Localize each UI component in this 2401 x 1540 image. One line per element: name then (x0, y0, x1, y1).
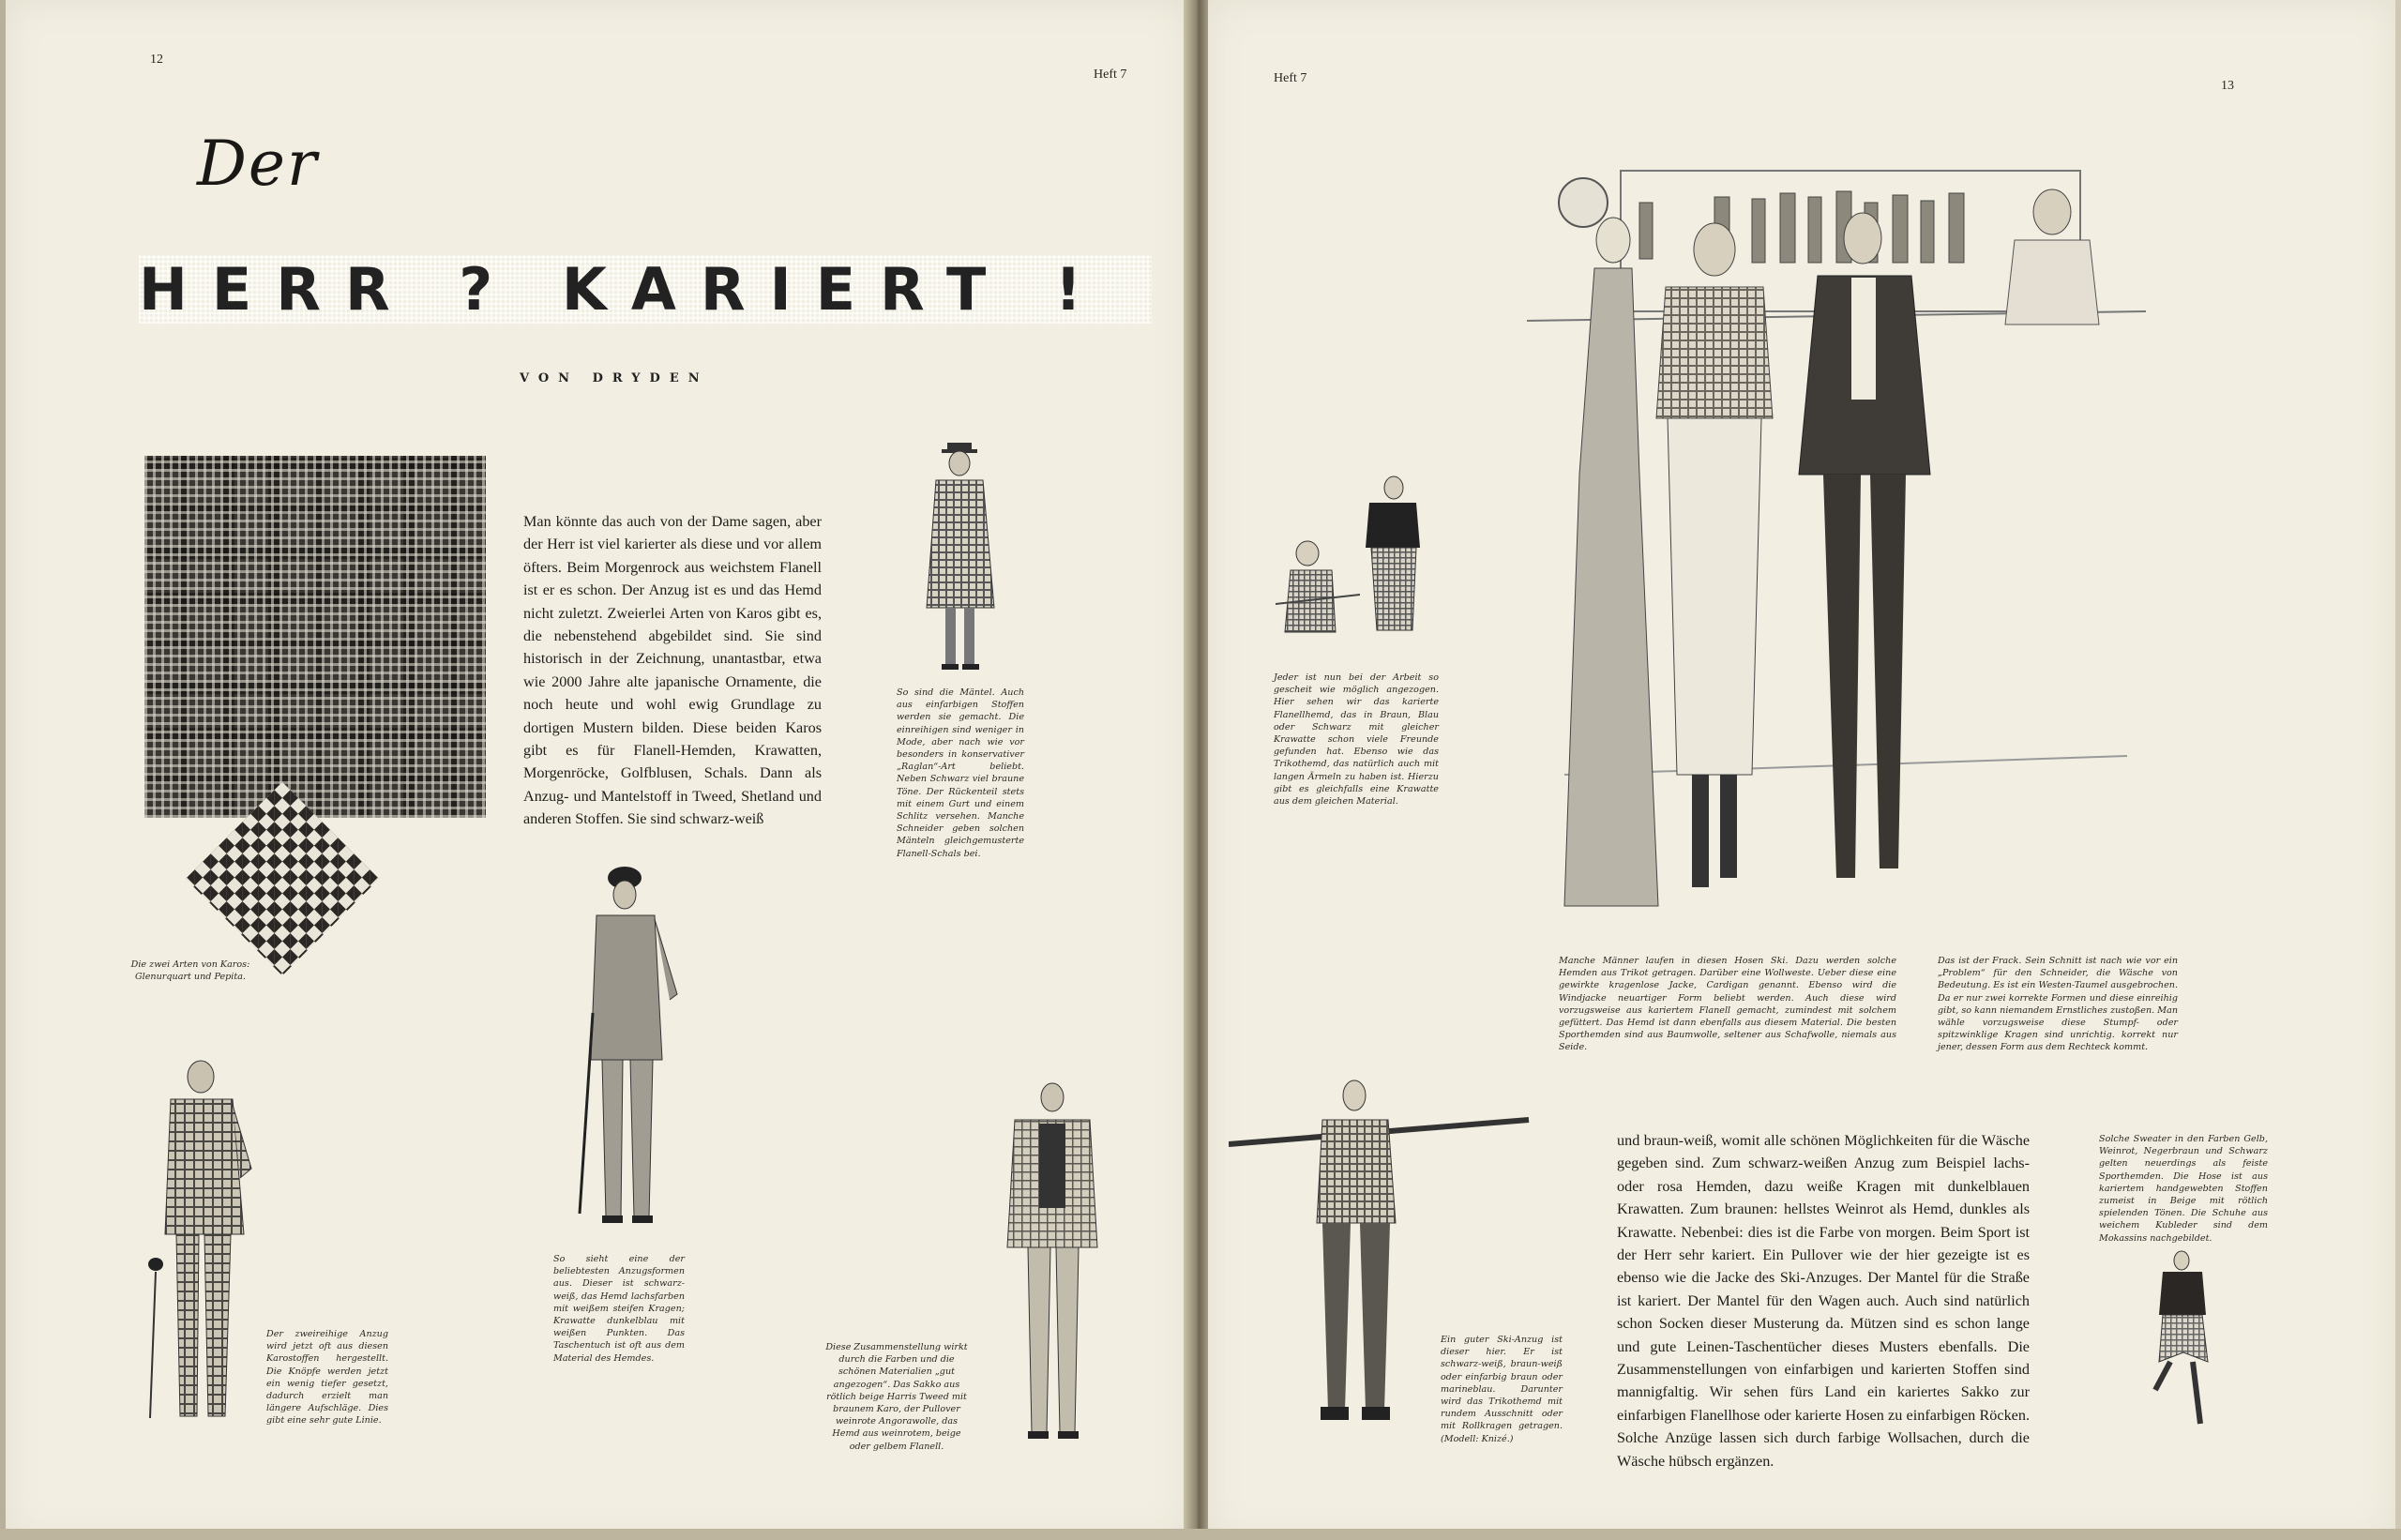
page-number-right: 13 (2221, 79, 2234, 93)
byline: VON DRYDEN (520, 371, 709, 385)
body-text-right: und braun-weiß, womit alle schönen Möglichkeiten für die Wäsche gegeben sind. Zum schwarz-weißen Anzug zum Beispiel lachs- oder rosa Hemden, dazu weiße Kragen mit dunkelblauen Krawatten. Zum braunen: hellstes Weinrot als Hemd, dunkles als Krawatte. Nebenbei: dies ist die Farbe von morgen. Beim Sport ist der Herr sehr kariert. Ein Pullover wie der hier gezeigte ist es ebenso wie die Jacke des Ski-Anzuges. Der Mantel für die Straße ist kariert. Der Mantel für den Wagen auch. Auch sind natürlich schon Socken dieser Musterung da. Mützen sind es schon lange und gute Leinen-Taschentücher dieses Musters ebenfalls. Die Zusammenstellungen von einfarbigen und karierten Stoffen sind mannigfaltig. Wir sehen fürs Land ein kariertes Sakko zur einfarbigen Flanellhose oder karierte Hosen zu einfarbigen Röcken. Solche Anzüge lassen sich durch farbige Wollsachen, durch die Wäsche hübsch ergänzen. (1617, 1132, 2030, 1470)
double-breasted-suit-illustration (146, 1056, 259, 1431)
running-head-left: Heft 7 (1094, 68, 1127, 82)
caption-tailcoat: Das ist der Frack. Sein Schnitt ist nach wie vor ein „Problem“ für den Schneider, die Wäsche von Bedeutung. Es ist ein Westen-Taumel ausgebrochen. Da er nur zwei korrekte Formen und diese einreihig gibt, so kann niemandem Ernstliches zustoßen. Man wähle vorzugsweise diese Stumpf- oder spitzwinklige Kragen sind unrichtig. korrekt nur jener, dessen Form aus dem Rechteck kommt. (1938, 956, 2178, 1053)
running-head-right: Heft 7 (1274, 71, 1307, 85)
coat-illustration (915, 439, 1005, 675)
caption-double-breasted-suit: Der zweireihige Anzug wird jetzt oft aus diesen Karostoffen hergestellt. Die Knöpfe werden jetzt ein wenig tiefer gesetzt, dadurch erzielt man längere Aufschläge. Dies gibt eine sehr gute Linie. (266, 1329, 388, 1427)
page-bottom-edge (0, 1529, 2401, 1540)
right-page (1208, 0, 2395, 1540)
caption-fabrics: Die zwei Arten von Karos: Glenurquart und Pepita. (130, 959, 250, 983)
page-number-left: 12 (150, 53, 163, 67)
caption-work: Jeder ist nun bei der Arbeit so gescheit wie möglich angezogen. Hier sehen wir das karierte Flanellhemd, das in Braun, Blau oder Schwarz mit gleicher Krawatte schon viele Freunde gefunden hat. Ebenso wie das Trikothemd, das natürlich auch mit langen Ärmeln zu haben ist. Hierzu gibt es gleichfalls eine Krawatte aus dem gleichen Material. (1274, 672, 1439, 808)
page-title: HERR ? KARIERT ! (139, 255, 1152, 324)
caption-favourite-suit: So sieht eine der beliebtesten Anzugsformen aus. Dieser ist schwarz-weiß, das Hemd lachsfarben mit weißem steifen Kragen; Krawatte dunkelblau mit weißen Punkten. Das Taschentuch ist oft aus dem Material des Hemdes. (553, 1254, 685, 1364)
left-page (6, 0, 1189, 1540)
caption-ski-suit: Ein guter Ski-Anzug ist dieser hier. Er ist schwarz-weiß, braun-weiß oder einfarbig braun oder marineblau. Darunter wird das Trikothemd mit rundem Ausschnitt oder mit Rollkragen getragen. (Modell: Knizé.) (1441, 1335, 1563, 1444)
single-breasted-suit-illustration (574, 863, 683, 1230)
caption-combination: Diese Zusammenstellung wirkt durch die Farben und die schönen Materialien „gut angezogen“. Das Sakko aus rötlich beige Harris Tweed mit braunem Karo, der Pullover weinrote Angorawolle, das Hemd aus weinrotem, beige oder gelbem Flanell. (825, 1342, 968, 1452)
work-scene-illustration (1276, 473, 1441, 638)
title-script: Der (197, 128, 319, 200)
body-text-left: Man könnte das auch von der Dame sagen, aber der Herr ist viel karierter als diese und vor allem öfters. Beim Morgenrock aus weichstem Flanell ist er es schon. Der Anzug ist es und das Hemd nicht zuletzt. Zweierlei Arten von Karos gibt es, die nebenstehend abgebildet sind. Sie sind historisch in der Zeichnung, unantastbar, etwa wie 2000 Jahre alte japanische Ornamente, die noch heute und wohl ewig Grundlage zu dortigen Mustern bilden. Diese beiden Karos gibt es für Flanell-Hemden, Krawatten, Morgenröcke, Golfblusen, Schals. Dann als Anzug- und Mantelstoff in Tweed, Shetland und anderen Stoffen. Sie sind schwarz-weiß (523, 513, 822, 828)
combination-outfit-illustration (996, 1079, 1109, 1448)
bar-scene-illustration (1527, 137, 2146, 944)
sweater-figure-illustration (2137, 1249, 2227, 1437)
caption-ski-pants: Manche Männer laufen in diesen Hosen Ski. Dazu werden solche Hemden aus Trikot getragen. Darüber eine Wollweste. Ueber diese eine gewirkte kragenlose Jacke, Cardigan genannt. Ebenso wird die Windjacke neuartiger Form beliebt werden. Auch diese wird vorzugsweise aus kariertem Flanell gemacht, zumindest mit solchem gefüttert. Das Hemd ist dann ebenfalls aus diesem Material. Die besten Sporthemden sind aus Baumwolle, seltener aus Schafwolle, niemals aus Seide. (1559, 956, 1896, 1053)
glenurquart-fabric-swatch (144, 456, 486, 818)
caption-sweater: Solche Sweater in den Farben Gelb, Weinrot, Negerbraun und Schwarz gelten neuerdings als feiste Sporthemden. Die Hose ist aus kariertem handgewebten Stoffen zumeist in Beige mit rötlich spielenden Tönen. Die Schuhe aus weichem Kubleder sind dem Mokassins nachgebildet. (2099, 1134, 2268, 1244)
caption-coat: So sind die Mäntel. Auch aus einfarbigen Stoffen werden sie gemacht. Die einreihigen sind weniger in Mode, aber nach wie vor besonders in konservativer „Raglan“-Art beliebt. Neben Schwarz viel braune Töne. Der Rückenteil stets mit einem Gurt und einem Schlitz versehen. Manche Schneider geben solchen Mänteln gleichgemusterte Flanell-Schals bei. (897, 687, 1024, 859)
